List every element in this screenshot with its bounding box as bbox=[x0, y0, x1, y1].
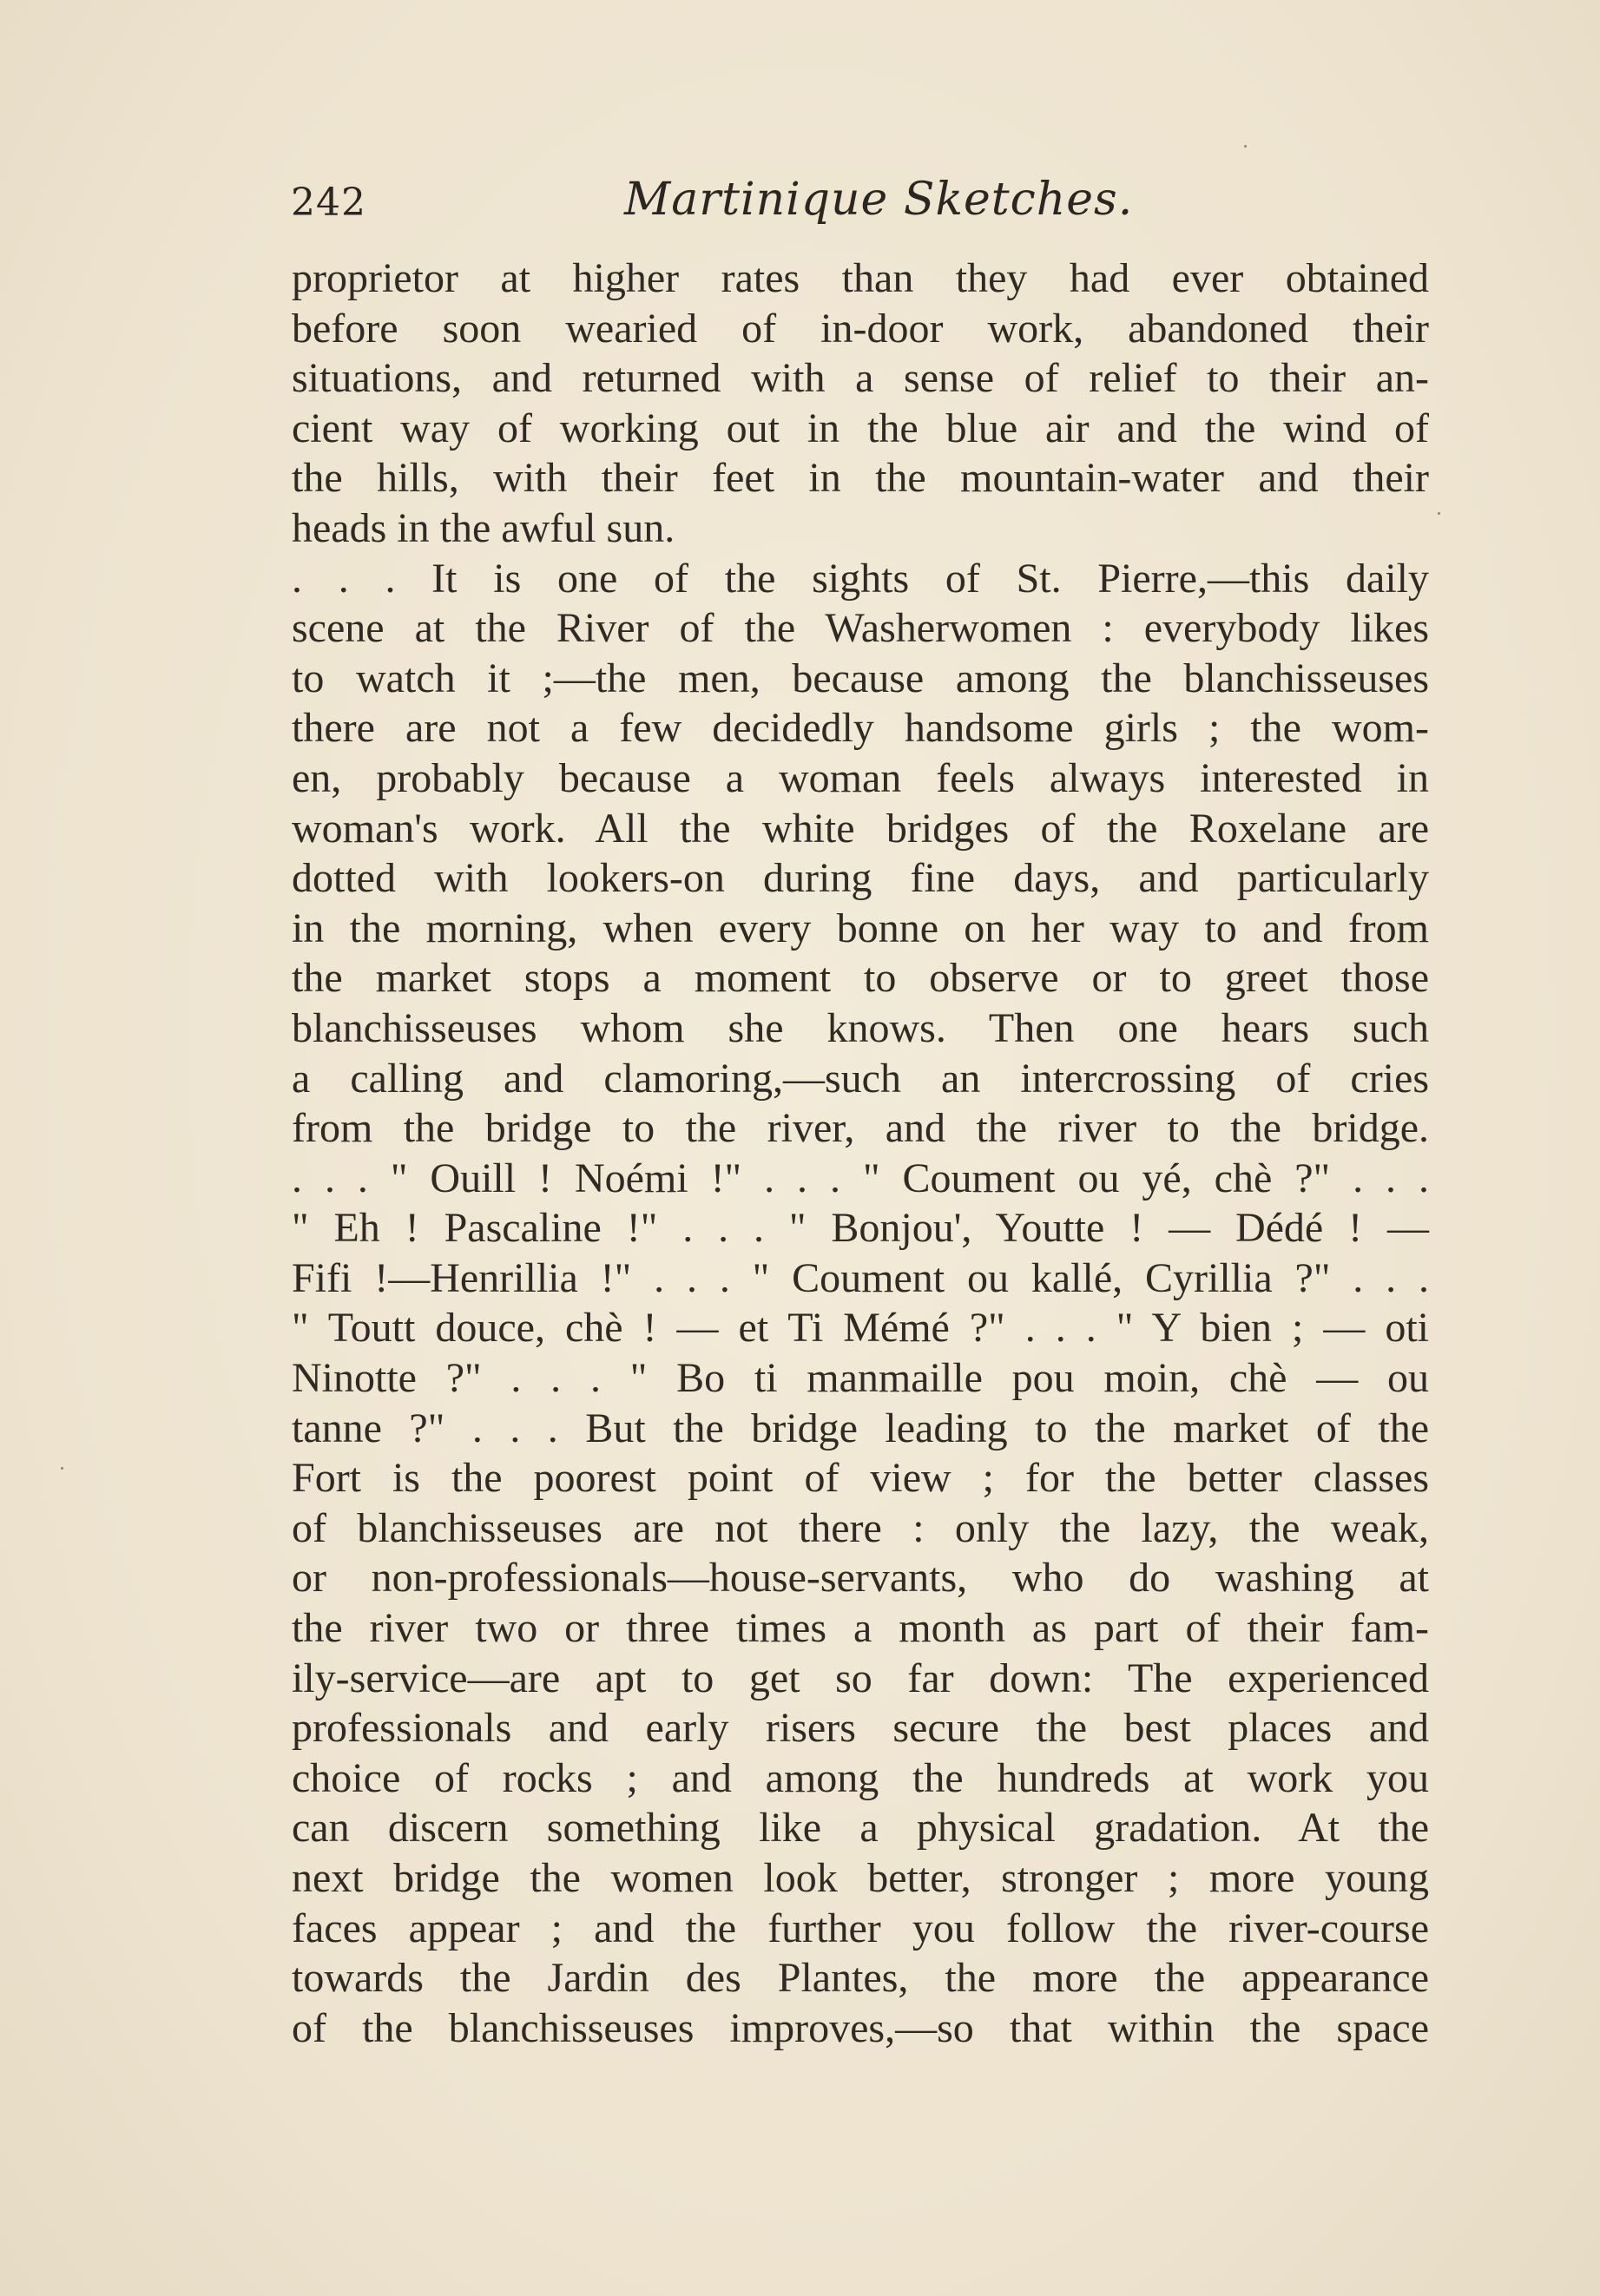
text-line: towards the Jardin des Plantes, the more the appearance bbox=[292, 1955, 1429, 2002]
text-line: situations, and returned with a sense of relief to their an- bbox=[292, 355, 1429, 402]
paper-speck bbox=[1438, 512, 1440, 515]
text-line: woman's work. All the white bridges of the Roxelane are bbox=[292, 805, 1429, 852]
text-line: Fort is the poorest point of view ; for the better classes bbox=[292, 1455, 1429, 1502]
text-line: from the bridge to the river, and the river to the bridge. bbox=[292, 1105, 1429, 1152]
text-line: the hills, with their feet in the mountain-water and their bbox=[292, 455, 1429, 502]
text-line: tanne ?" . . . But the bridge leading to the market of the bbox=[292, 1405, 1429, 1451]
text-line: of the blanchisseuses improves,—so that within the space bbox=[292, 2004, 1429, 2051]
text-line: next bridge the women look better, stronger ; more young bbox=[292, 1855, 1429, 1901]
paper-speck bbox=[1244, 145, 1247, 148]
text-line: a calling and clamoring,—such an intercrossing of cries bbox=[292, 1055, 1429, 1102]
running-title: Martinique Sketches. bbox=[624, 174, 1134, 226]
text-line: . . . " Ouill ! Noémi !" . . . " Coument ou yé, chè ?" . . . bbox=[292, 1155, 1429, 1201]
text-line: " Toutt douce, chè ! — et Ti Mémé ?" . . . " Y bien ; — oti bbox=[292, 1305, 1429, 1352]
text-line: there are not a few decidedly handsome girls ; the wom- bbox=[292, 705, 1429, 752]
text-line: Fifi !—Henrillia !" . . . " Coument ou kallé, Cyrillia ?" . . . bbox=[292, 1254, 1429, 1301]
text-line: the market stops a moment to observe or to greet those bbox=[292, 955, 1429, 1002]
text-line: in the morning, when every bonne on her way to and from bbox=[292, 905, 1429, 951]
text-line: faces appear ; and the further you follow the river-course bbox=[292, 1905, 1429, 1951]
paper-speck bbox=[61, 1467, 63, 1470]
text-line: heads in the awful sun. bbox=[292, 504, 675, 551]
text-line: or non-professionals—house-servants, who do washing at bbox=[292, 1555, 1429, 1602]
text-line: . . . It is one of the sights of St. Pierre,—this daily bbox=[292, 555, 1429, 602]
text-line: blanchisseuses whom she knows. Then one hears such bbox=[292, 1004, 1429, 1051]
text-line: Ninotte ?" . . . " Bo ti manmaille pou moin, chè — ou bbox=[292, 1355, 1429, 1402]
body-text bbox=[292, 253, 1429, 2053]
text-line: dotted with lookers-on during fine days, and particularly bbox=[292, 855, 1429, 902]
text-line: proprietor at higher rates than they had ever obtained bbox=[292, 255, 1429, 301]
text-line: choice of rocks ; and among the hundreds at work you bbox=[292, 1754, 1429, 1801]
page-header bbox=[291, 174, 1419, 234]
text-line: ily-service—are apt to get so far down: The experienced bbox=[292, 1655, 1429, 1701]
text-line: the river two or three times a month as part of their fam- bbox=[292, 1605, 1429, 1652]
text-line: of blanchisseuses are not there : only the lazy, the weak, bbox=[292, 1504, 1429, 1551]
text-line: " Eh ! Pascaline !" . . . " Bonjou', Youtte ! — Dédé ! — bbox=[292, 1205, 1429, 1252]
text-line: en, probably because a woman feels always interested in bbox=[292, 754, 1429, 801]
text-line: to watch it ;—the men, because among the blanchisseuses bbox=[292, 655, 1429, 701]
text-line: scene at the River of the Washerwomen : everybody likes bbox=[292, 605, 1429, 652]
text-line: can discern something like a physical gradation. At the bbox=[292, 1805, 1429, 1852]
text-line: cient way of working out in the blue air and the wind of bbox=[292, 405, 1429, 451]
page-number: 242 bbox=[291, 181, 366, 225]
text-line: before soon wearied of in-door work, abandoned their bbox=[292, 305, 1429, 352]
text-line: professionals and early risers secure the best places and bbox=[292, 1705, 1429, 1752]
